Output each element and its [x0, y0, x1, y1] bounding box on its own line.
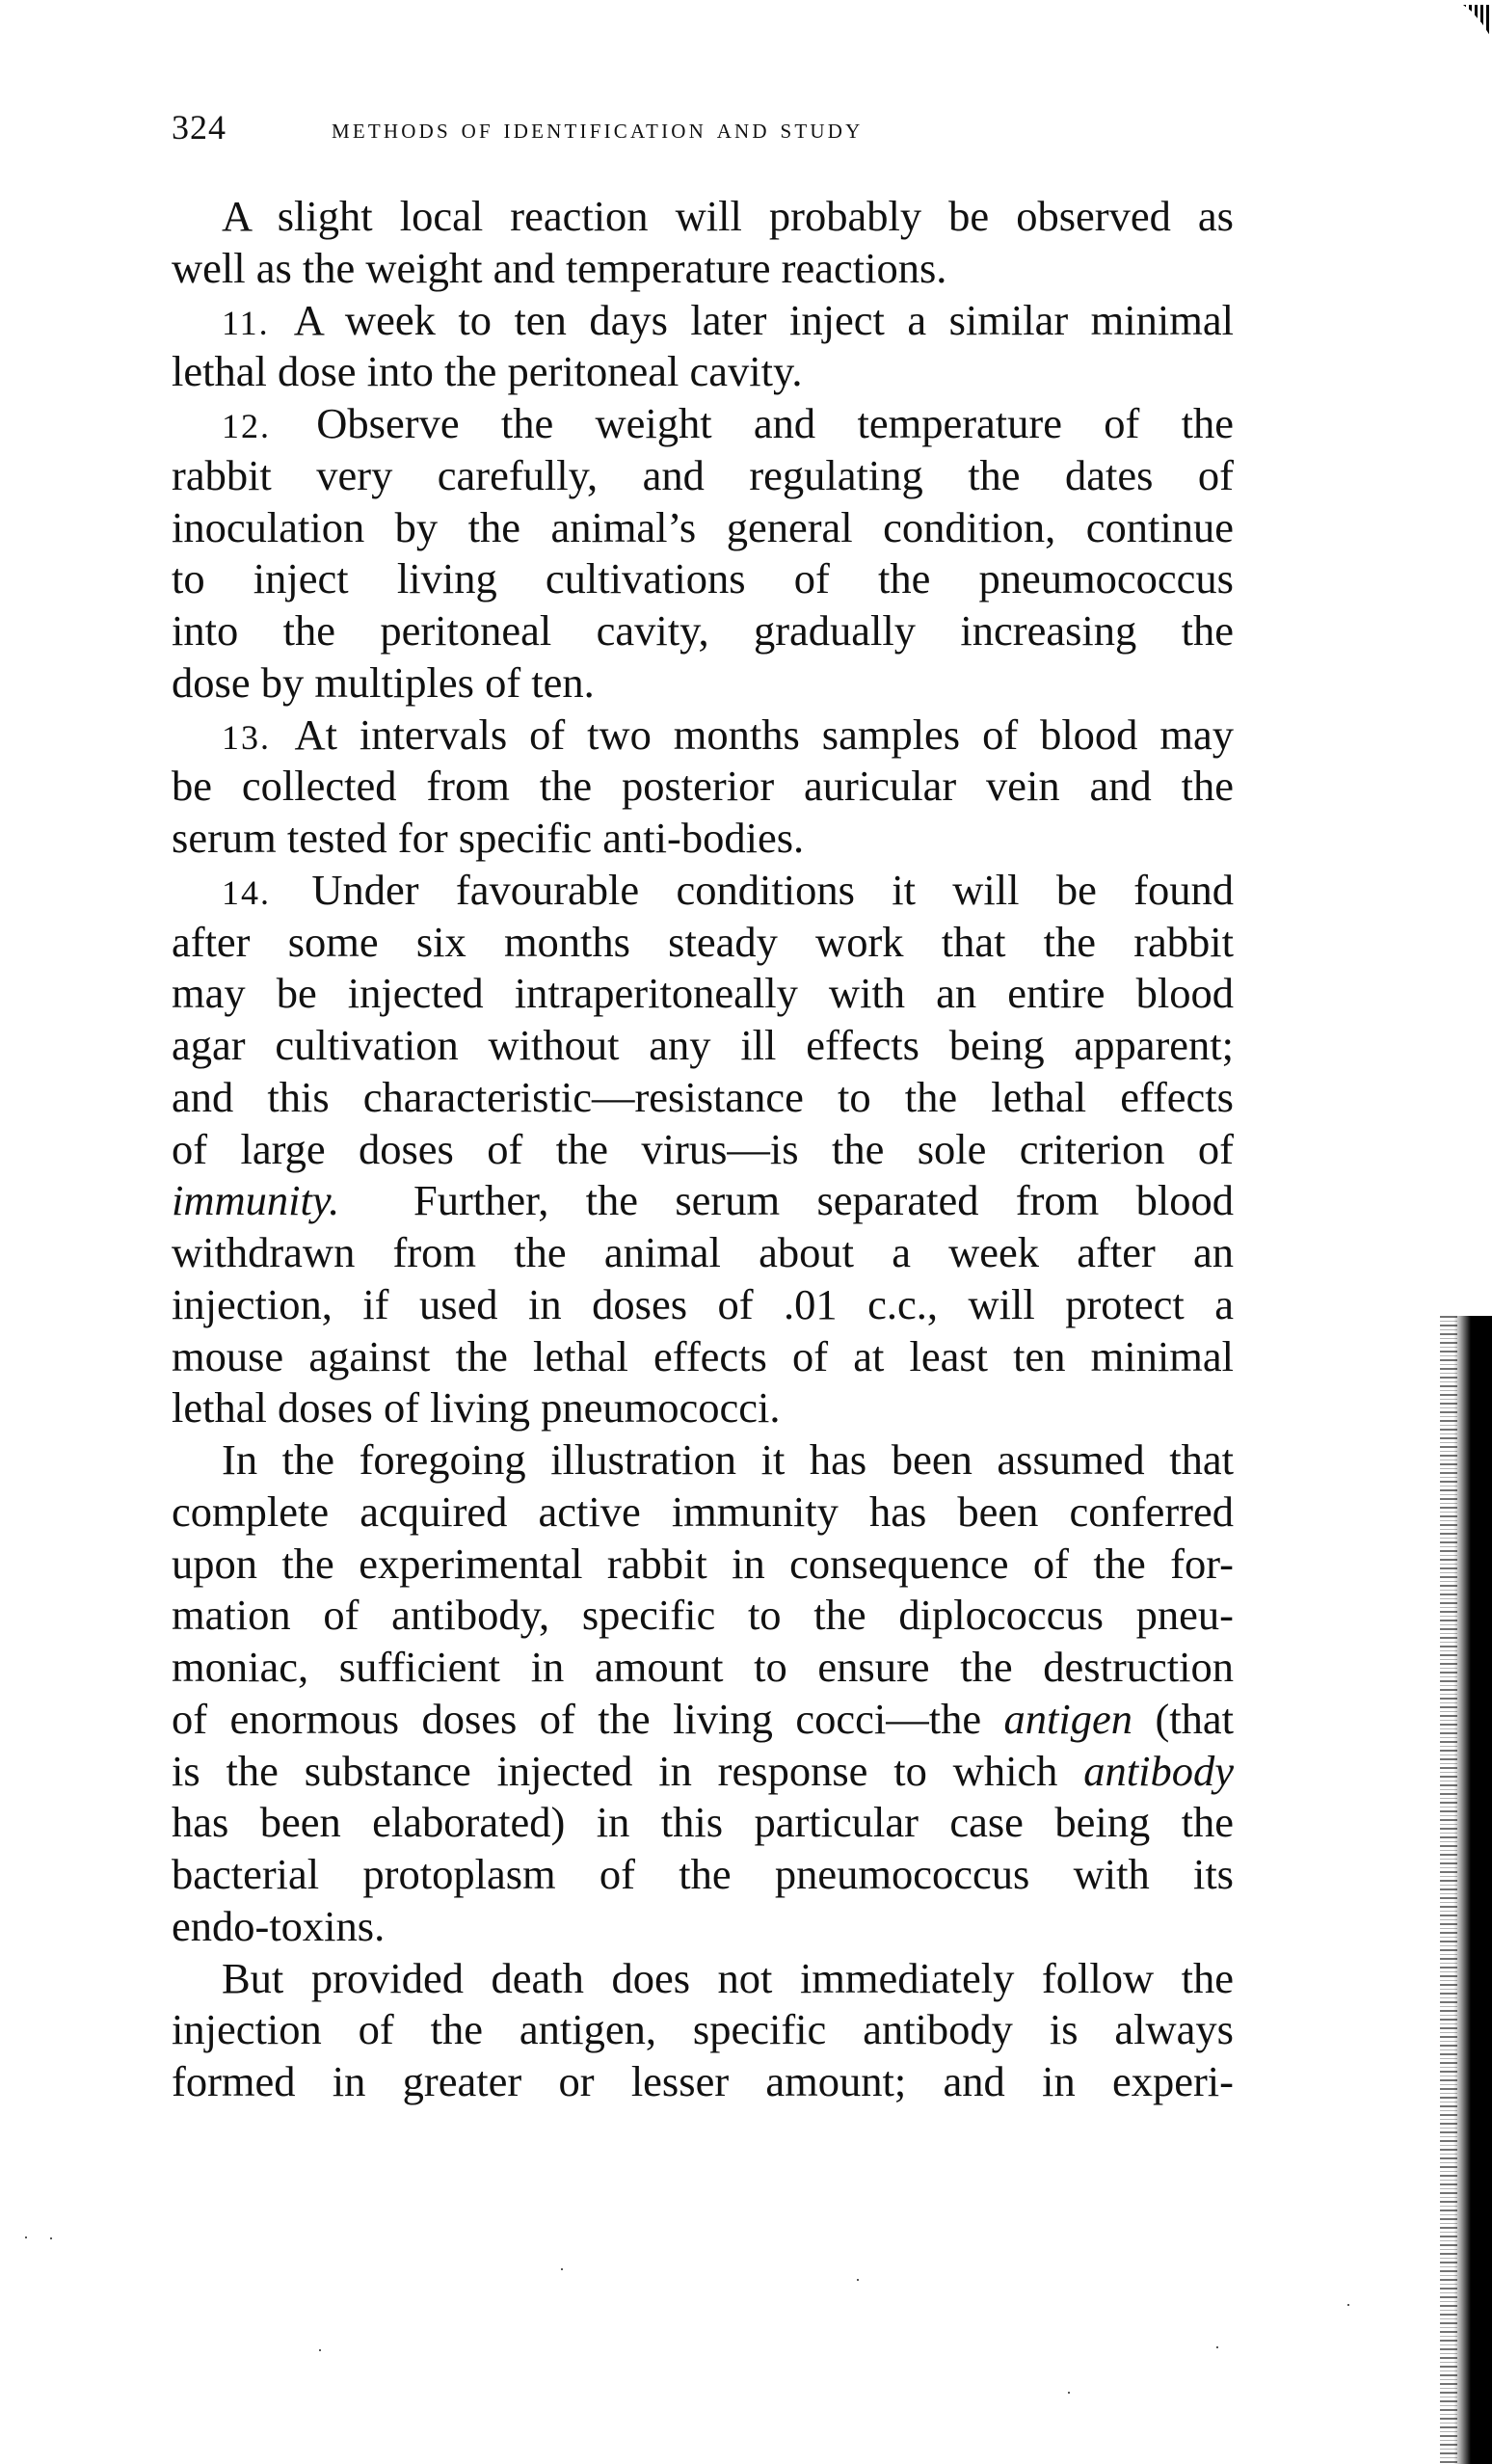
scan-speck [25, 2236, 27, 2238]
text-line: and this characteristic—resistance to the lethal effects [172, 1072, 1234, 1121]
text-line: be collected from the posterior auricular vein and the [172, 762, 1234, 811]
line-text: At intervals of two months samples of blood may [294, 710, 1234, 759]
line-text: Observe the weight and temperature of the [316, 399, 1234, 447]
text-line: has been elaborated) in this particular case being the [172, 1798, 1234, 1847]
text-line: mation of antibody, specific to the diplococcus pneu- [172, 1591, 1234, 1640]
step-number: 11. [222, 303, 270, 342]
text-line: complete acquired active immunity has been conferred [172, 1486, 1234, 1536]
text-line: lethal doses of living pneumococci. [172, 1383, 781, 1433]
line-text: Further, the serum separated from blood [413, 1176, 1234, 1225]
text-line: A slight local reaction will probably be observed as [222, 192, 1234, 240]
italic-term: antibody [1083, 1746, 1235, 1795]
scan-speck [1347, 2304, 1349, 2306]
scan-speck [1068, 2392, 1070, 2394]
page-number: 324 [172, 108, 226, 147]
text-line: after some six months steady work that the rabbit [172, 917, 1234, 966]
scan-speck [1216, 2346, 1218, 2348]
step-number: 12. [222, 407, 271, 445]
scan-speck [50, 2237, 52, 2239]
text-line [172, 1695, 1234, 1747]
text-line: dose by multiples of ten. [172, 657, 595, 707]
text-line: agar cultivation without any ill effects being apparent; [172, 1021, 1234, 1069]
scan-artifact-corner [1463, 5, 1490, 36]
italic-term: antigen [1003, 1694, 1132, 1743]
text-line: lethal dose into the peritoneal cavity. [172, 347, 803, 396]
step-number: 14. [222, 872, 271, 912]
italic-term: immunity. [172, 1176, 340, 1225]
text-line [172, 1747, 1234, 1799]
text-line: But provided death does not immediately follow the [222, 1953, 1234, 2002]
text-line [172, 1176, 1234, 1228]
scan-speck [857, 2279, 859, 2281]
scan-speck [319, 2349, 321, 2351]
text-line: into the peritoneal cavity, gradually increasing the [172, 606, 1234, 655]
text-line: formed in greater or lesser amount; and in experi- [172, 2057, 1234, 2105]
text-line: In the foregoing illustration it has been assumed that [222, 1435, 1234, 1484]
text-line: may be injected intraperitoneally with an entire blood [172, 969, 1234, 1018]
line-text: A week to ten days later inject a similar minimal [293, 295, 1235, 344]
text-line: mouse against the lethal effects of at least ten minimal [172, 1331, 1234, 1380]
text-line: injection, if used in doses of .01 c.c., will protect a [172, 1279, 1234, 1328]
scan-speck [561, 2268, 563, 2270]
text-line [172, 710, 1234, 763]
text-line [172, 296, 1234, 348]
text-line: to inject living cultivations of the pneumococcus [172, 554, 1234, 603]
text-line: serum tested for specific anti-bodies. [172, 814, 805, 862]
text-line: rabbit very carefully, and regulating the dates of [172, 450, 1234, 499]
line-text: of enormous doses of the living cocci—the [172, 1694, 982, 1743]
text-line: moniac, sufficient in amount to ensure the destruction [172, 1643, 1234, 1691]
text-line [172, 866, 1234, 918]
text-line: bacterial protoplasm of the pneumococcus with its [172, 1850, 1234, 1898]
body-text [172, 192, 1234, 2109]
scan-edge-shadow [1453, 1316, 1492, 2464]
line-text: is the substance injected in response to which [172, 1746, 1058, 1795]
step-number: 13. [222, 717, 271, 757]
text-line: inoculation by the animal’s general condition, continue [172, 502, 1234, 551]
text-line: upon the experimental rabbit in consequence of the for- [172, 1539, 1234, 1588]
text-line: of large doses of the virus—is the sole criterion of [172, 1124, 1234, 1173]
text-line: endo-toxins. [172, 1901, 386, 1950]
line-text: (that [1155, 1694, 1234, 1743]
running-title: methods of identification and study [332, 113, 864, 145]
text-line: injection of the antigen, specific antibody is always [172, 2005, 1234, 2054]
line-text: Under favourable conditions it will be found [311, 865, 1234, 914]
text-line: withdrawn from the animal about a week after an [172, 1228, 1234, 1276]
text-line: well as the weight and temperature reactions. [172, 243, 947, 292]
text-line [172, 399, 1234, 451]
running-head [172, 104, 1234, 150]
